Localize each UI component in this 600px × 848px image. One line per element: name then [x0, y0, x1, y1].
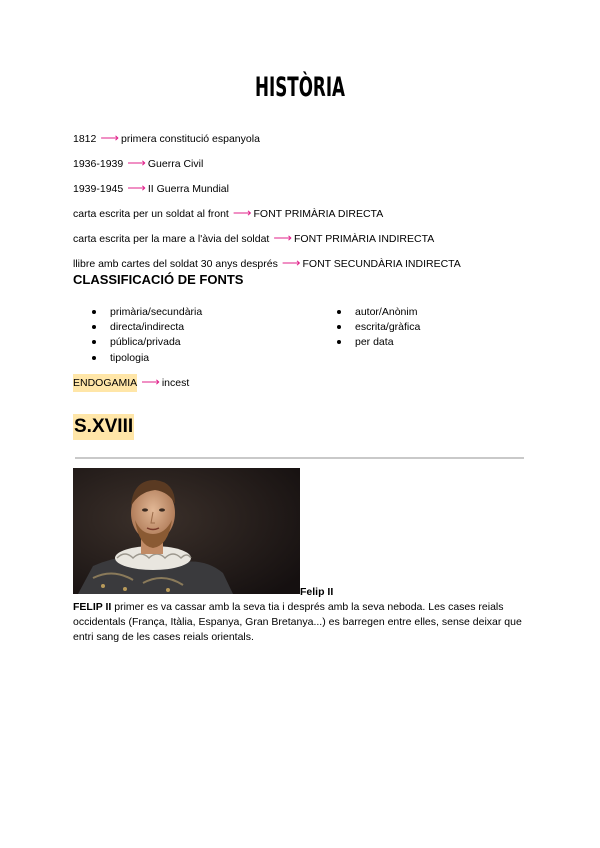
section-heading: S.XVIII [73, 414, 134, 440]
list-item: per data [337, 336, 420, 351]
list-item: escrita/gràfica [337, 321, 420, 336]
classification-heading: CLASSIFICACIÓ DE FONTS [73, 272, 244, 287]
timeline-line [73, 180, 229, 196]
timeline-left: 1939-1945 [73, 183, 124, 195]
arrow-right-icon: ⟶ [281, 255, 301, 270]
page-title: HISTÒRIA [254, 72, 346, 103]
source-example-line [73, 205, 383, 221]
timeline-left: 1936-1939 [73, 158, 124, 170]
figure-caption: Felip II [300, 586, 334, 598]
endogamia-line [73, 374, 189, 390]
paragraph-text: primer es va cassar amb la seva tia i després amb la seva neboda. Les cases reials occidentals (França, Itàlia, Espanya, Gran Bretanya...) es barregen entre elles, sense deixar que entri sang de les cases reials orientals. [73, 601, 522, 643]
source-example-line [73, 255, 461, 271]
list-item: primària/secundària [92, 306, 202, 321]
arrow-right-icon: ⟶ [100, 130, 119, 145]
arrow-right-icon: ⟶ [273, 230, 292, 245]
arrow-right-icon: ⟶ [232, 205, 252, 220]
paragraph [73, 600, 533, 645]
paragraph-bold: FELIP II [73, 601, 112, 613]
source-example-line [73, 230, 434, 246]
arrow-right-icon: ⟶ [141, 374, 160, 389]
timeline-line [73, 155, 203, 171]
classification-list-right [337, 306, 420, 352]
timeline-right: primera constitució espanyola [121, 133, 260, 145]
endogamia-term: ENDOGAMIA [73, 374, 137, 392]
list-item: directa/indirecta [92, 321, 202, 336]
divider [75, 457, 524, 459]
arrow-right-icon: ⟶ [127, 155, 146, 170]
source-type: FONT SECUNDÀRIA INDIRECTA [302, 258, 461, 270]
source-example: llibre amb cartes del soldat 30 anys després [73, 258, 278, 270]
endogamia-meaning: incest [161, 377, 190, 389]
source-type: FONT PRIMÀRIA INDIRECTA [294, 233, 435, 245]
source-type: FONT PRIMÀRIA DIRECTA [253, 208, 384, 220]
source-example: carta escrita per un soldat al front [73, 208, 229, 220]
classification-list-left [92, 306, 202, 367]
portrait-illustration [73, 468, 300, 594]
timeline-line [73, 130, 260, 146]
portrait-image [73, 468, 300, 594]
arrow-right-icon: ⟶ [127, 180, 146, 195]
list-item: tipologia [92, 352, 202, 367]
timeline-right: Guerra Civil [147, 158, 204, 170]
timeline-right: II Guerra Mundial [147, 183, 229, 195]
list-item: pública/privada [92, 336, 202, 351]
list-item: autor/Anònim [337, 306, 420, 321]
source-example: carta escrita per la mare a l'àvia del soldat [73, 233, 270, 245]
timeline-left: 1812 [73, 133, 97, 145]
